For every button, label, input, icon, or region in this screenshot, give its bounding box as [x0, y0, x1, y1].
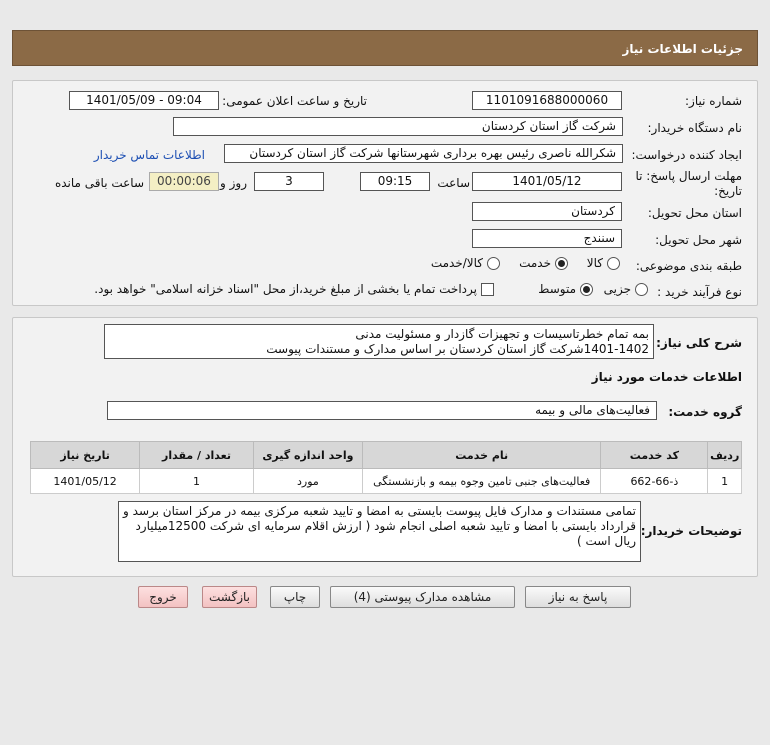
col-row-header: ردیف	[708, 442, 742, 469]
category-service-label: خدمت	[519, 256, 551, 270]
category-goods-service-radio[interactable]	[487, 257, 500, 270]
page-title: جزئیات اطلاعات نیاز	[622, 42, 743, 56]
col-name-header: نام خدمت	[363, 442, 601, 469]
description-label: شرح کلی نیاز:	[656, 336, 742, 350]
exit-button[interactable]: خروج	[138, 586, 188, 608]
back-button[interactable]: بازگشت	[202, 586, 257, 608]
process-medium-radio[interactable]	[580, 283, 593, 296]
category-goods-service-label: کالا/خدمت	[430, 256, 483, 270]
category-goods-radio[interactable]	[607, 257, 620, 270]
buyer-notes-field: تمامی مستندات و مدارک فایل پیوست بایستی به امضا و تایید شعبه مرکزی بیمه در مرکز استان برسد و قرارداد بایستی با امضا و تایید شعبه اصلی انجام شود ( ارزش اقلام سرمایه ای شرکت 12500میلیارد ریال است )	[118, 501, 641, 562]
need-number-field: 1101091688000060	[472, 91, 622, 110]
reply-button[interactable]: پاسخ به نیاز	[525, 586, 631, 608]
category-option-service[interactable]	[519, 256, 568, 270]
services-section-title: اطلاعات خدمات مورد نیاز	[591, 370, 742, 384]
col-code-header: کد خدمت	[601, 442, 708, 469]
category-label: طبقه بندی موضوعی:	[635, 259, 742, 273]
treasury-payment-checkbox[interactable]	[481, 283, 494, 296]
delivery-city-field: سنندج	[472, 229, 622, 248]
requester-label: ایجاد کننده درخواست:	[631, 148, 742, 162]
services-table-header	[31, 442, 742, 469]
deadline-time-label: ساعت	[437, 176, 470, 190]
deadline-days-label: روز و	[220, 176, 247, 190]
service-group-field: فعالیت‌های مالی و بیمه	[107, 401, 657, 420]
buyer-notes-label: توضیحات خریدار:	[640, 524, 742, 538]
cell-date: 1401/05/12	[31, 469, 140, 494]
cell-unit: مورد	[253, 469, 362, 494]
description-field	[104, 324, 654, 359]
deadline-label-line2: تاریخ:	[714, 184, 742, 198]
cell-code: ذ-66-662	[601, 469, 708, 494]
announce-date-field: 1401/05/09 - 09:04	[69, 91, 219, 110]
view-attachments-button[interactable]: مشاهده مدارک پیوستی (4)	[330, 586, 515, 608]
category-service-radio[interactable]	[555, 257, 568, 270]
need-number-label: شماره نیاز:	[685, 94, 742, 108]
col-unit-header: واحد اندازه گیری	[253, 442, 362, 469]
category-option-goods-service[interactable]	[431, 256, 500, 270]
cell-quantity: 1	[140, 469, 254, 494]
buyer-org-field: شرکت گاز استان کردستان	[173, 117, 623, 136]
category-option-goods[interactable]	[587, 256, 620, 270]
buyer-contact-link[interactable]: اطلاعات تماس خریدار	[93, 148, 205, 162]
process-type-label: نوع فرآیند خرید :	[657, 285, 742, 299]
deadline-time-field: 09:15	[360, 172, 430, 191]
delivery-province-field: کردستان	[472, 202, 622, 221]
process-option-medium[interactable]	[538, 282, 593, 296]
buyer-org-label: نام دستگاه خریدار:	[647, 121, 742, 135]
deadline-date-field: 1401/05/12	[472, 172, 622, 191]
process-option-minor[interactable]	[604, 282, 648, 296]
service-group-label: گروه خدمت:	[668, 405, 742, 419]
table-row	[31, 469, 742, 494]
remaining-time-label: ساعت باقی مانده	[54, 176, 144, 190]
description-line-1: بمه تمام خطرتاسیسات و تجهیزات گازدار و مسئولیت مدنی	[355, 327, 649, 341]
process-medium-label: متوسط	[538, 282, 576, 296]
announce-date-label: تاریخ و ساعت اعلان عمومی:	[222, 94, 367, 108]
requester-field: شکرالله ناصری رئیس بهره برداری شهرستانها شرکت گاز استان کردستان	[224, 144, 623, 163]
treasury-payment-option[interactable]	[94, 282, 494, 296]
col-date-header: تاریخ نیاز	[31, 442, 140, 469]
page-header	[12, 30, 758, 66]
remaining-time-field: 00:00:06	[149, 172, 219, 191]
description-line-2: 1401-1402شرکت گاز استان کردستان بر اساس مدارک و مستندات پیوست	[266, 342, 649, 356]
delivery-province-label: استان محل تحویل:	[647, 206, 742, 220]
cell-name: فعالیت‌های جنبی تامین وجوه بیمه و بازنشستگی	[363, 469, 601, 494]
deadline-label-line1: مهلت ارسال پاسخ: تا	[635, 169, 742, 183]
col-quantity-header: تعداد / مقدار	[140, 442, 254, 469]
delivery-city-label: شهر محل تحویل:	[655, 233, 742, 247]
process-minor-radio[interactable]	[635, 283, 648, 296]
cell-row: 1	[708, 469, 742, 494]
deadline-days-field: 3	[254, 172, 324, 191]
category-goods-label: کالا	[586, 256, 603, 270]
print-button[interactable]: چاپ	[270, 586, 320, 608]
services-table	[30, 441, 742, 494]
process-minor-label: جزیی	[603, 282, 631, 296]
treasury-payment-note: پرداخت تمام یا بخشی از مبلغ خرید،از محل "اسناد خزانه اسلامی" خواهد بود.	[94, 282, 477, 296]
